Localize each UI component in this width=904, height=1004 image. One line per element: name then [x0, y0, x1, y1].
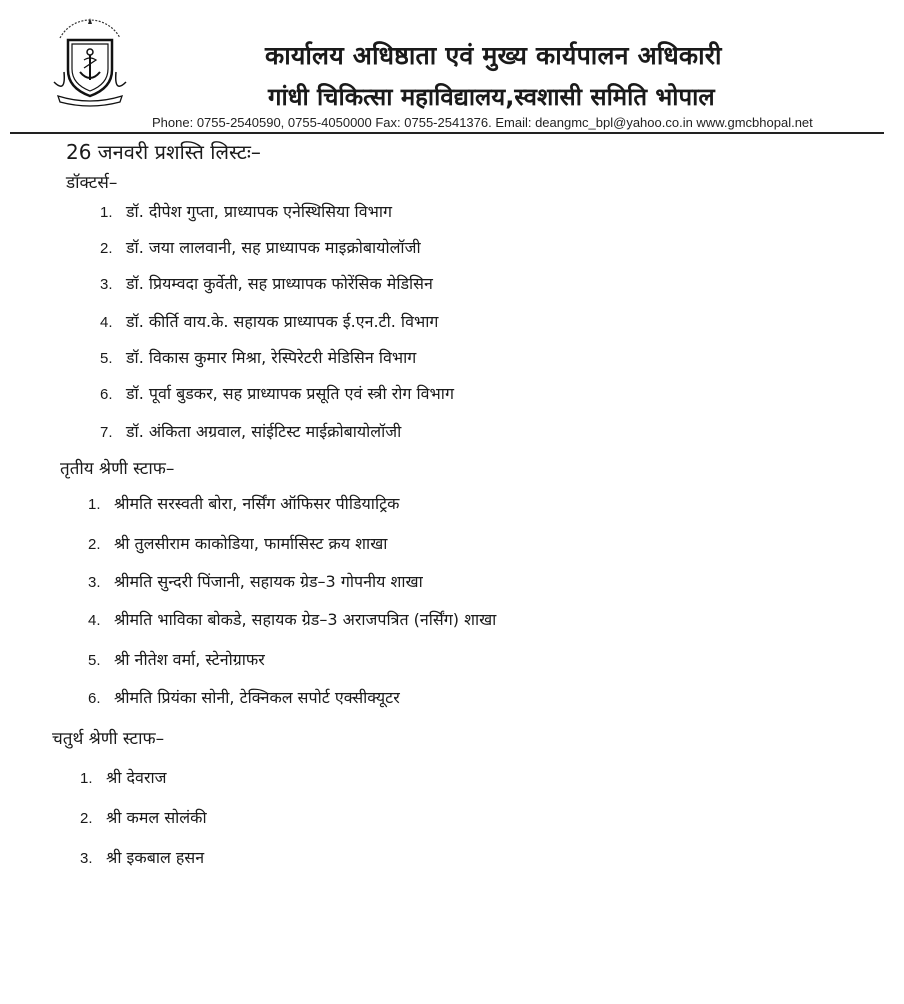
list-item: 1. श्री देवराज	[80, 768, 167, 787]
list-item: 3. श्री इकबाल हसन	[80, 848, 205, 867]
list-item: 3. डॉ. प्रियम्वदा कुर्वेती, सह प्राध्यापक फोरेंसिक मेडिसिन	[100, 274, 433, 293]
list-item: 3. श्रीमति सुन्दरी पिंजानी, सहायक ग्रेड–3 गोपनीय शाखा	[88, 572, 423, 591]
document-title: 26 जनवरी प्रशस्ति लिस्टः–	[66, 140, 261, 164]
header-divider	[10, 132, 884, 134]
list-item: 2. डॉ. जया लालवानी, सह प्राध्यापक माइक्रोबायोलॉजी	[100, 238, 421, 257]
list-item: 6. श्रीमति प्रियंका सोनी, टेक्निकल सपोर्ट एक्सीक्यूटर	[88, 688, 400, 707]
college-crest-emblem-icon	[40, 10, 140, 110]
list-item: 5. श्री नीतेश वर्मा, स्टेनोग्राफर	[88, 650, 265, 669]
organization-subtitle: गांधी चिकित्सा महाविद्यालय,स्वशासी समिति भोपाल	[268, 83, 715, 111]
list-item: 4. डॉ. कीर्ति वाय.के. सहायक प्राध्यापक ई.एन.टी. विभाग	[100, 312, 439, 331]
list-item: 2. श्री तुलसीराम काकोडिया, फार्मासिस्ट क्रय शाखा	[88, 534, 388, 553]
list-item: 7. डॉ. अंकिता अग्रवाल, सांईटिस्ट माईक्रोबायोलॉजी	[100, 422, 402, 441]
list-item: 4. श्रीमति भाविका बोकडे, सहायक ग्रेड–3 अराजपत्रित (नर्सिंग) शाखा	[88, 610, 497, 629]
organization-title: कार्यालय अधिष्ठाता एवं मुख्य कार्यपालन अधिकारी	[265, 41, 722, 70]
contact-details: Phone: 0755-2540590, 0755-4050000 Fax: 0755-2541376. Email: deangmc_bpl@yahoo.co.in www.gmcbhopal.net	[152, 115, 813, 130]
list-item: 1. डॉ. दीपेश गुप्ता, प्राध्यापक एनेस्थिसिया विभाग	[100, 202, 393, 221]
list-item: 2. श्री कमल सोलंकी	[80, 808, 207, 827]
list-item: 6. डॉ. पूर्वा बुडकर, सह प्राध्यापक प्रसूति एवं स्त्री रोग विभाग	[100, 384, 454, 403]
section-heading-doctors: डॉक्टर्स–	[66, 173, 118, 193]
list-item: 5. डॉ. विकास कुमार मिश्रा, रेस्पिरेटरी मेडिसिन विभाग	[100, 348, 417, 367]
section-heading-third-grade-staff: तृतीय श्रेणी स्टाफ–	[60, 459, 175, 479]
section-heading-fourth-grade-staff: चतुर्थ श्रेणी स्टाफ–	[52, 729, 165, 749]
list-item: 1. श्रीमति सरस्वती बोरा, नर्सिंग ऑफिसर पीडियाट्रिक	[88, 494, 400, 513]
